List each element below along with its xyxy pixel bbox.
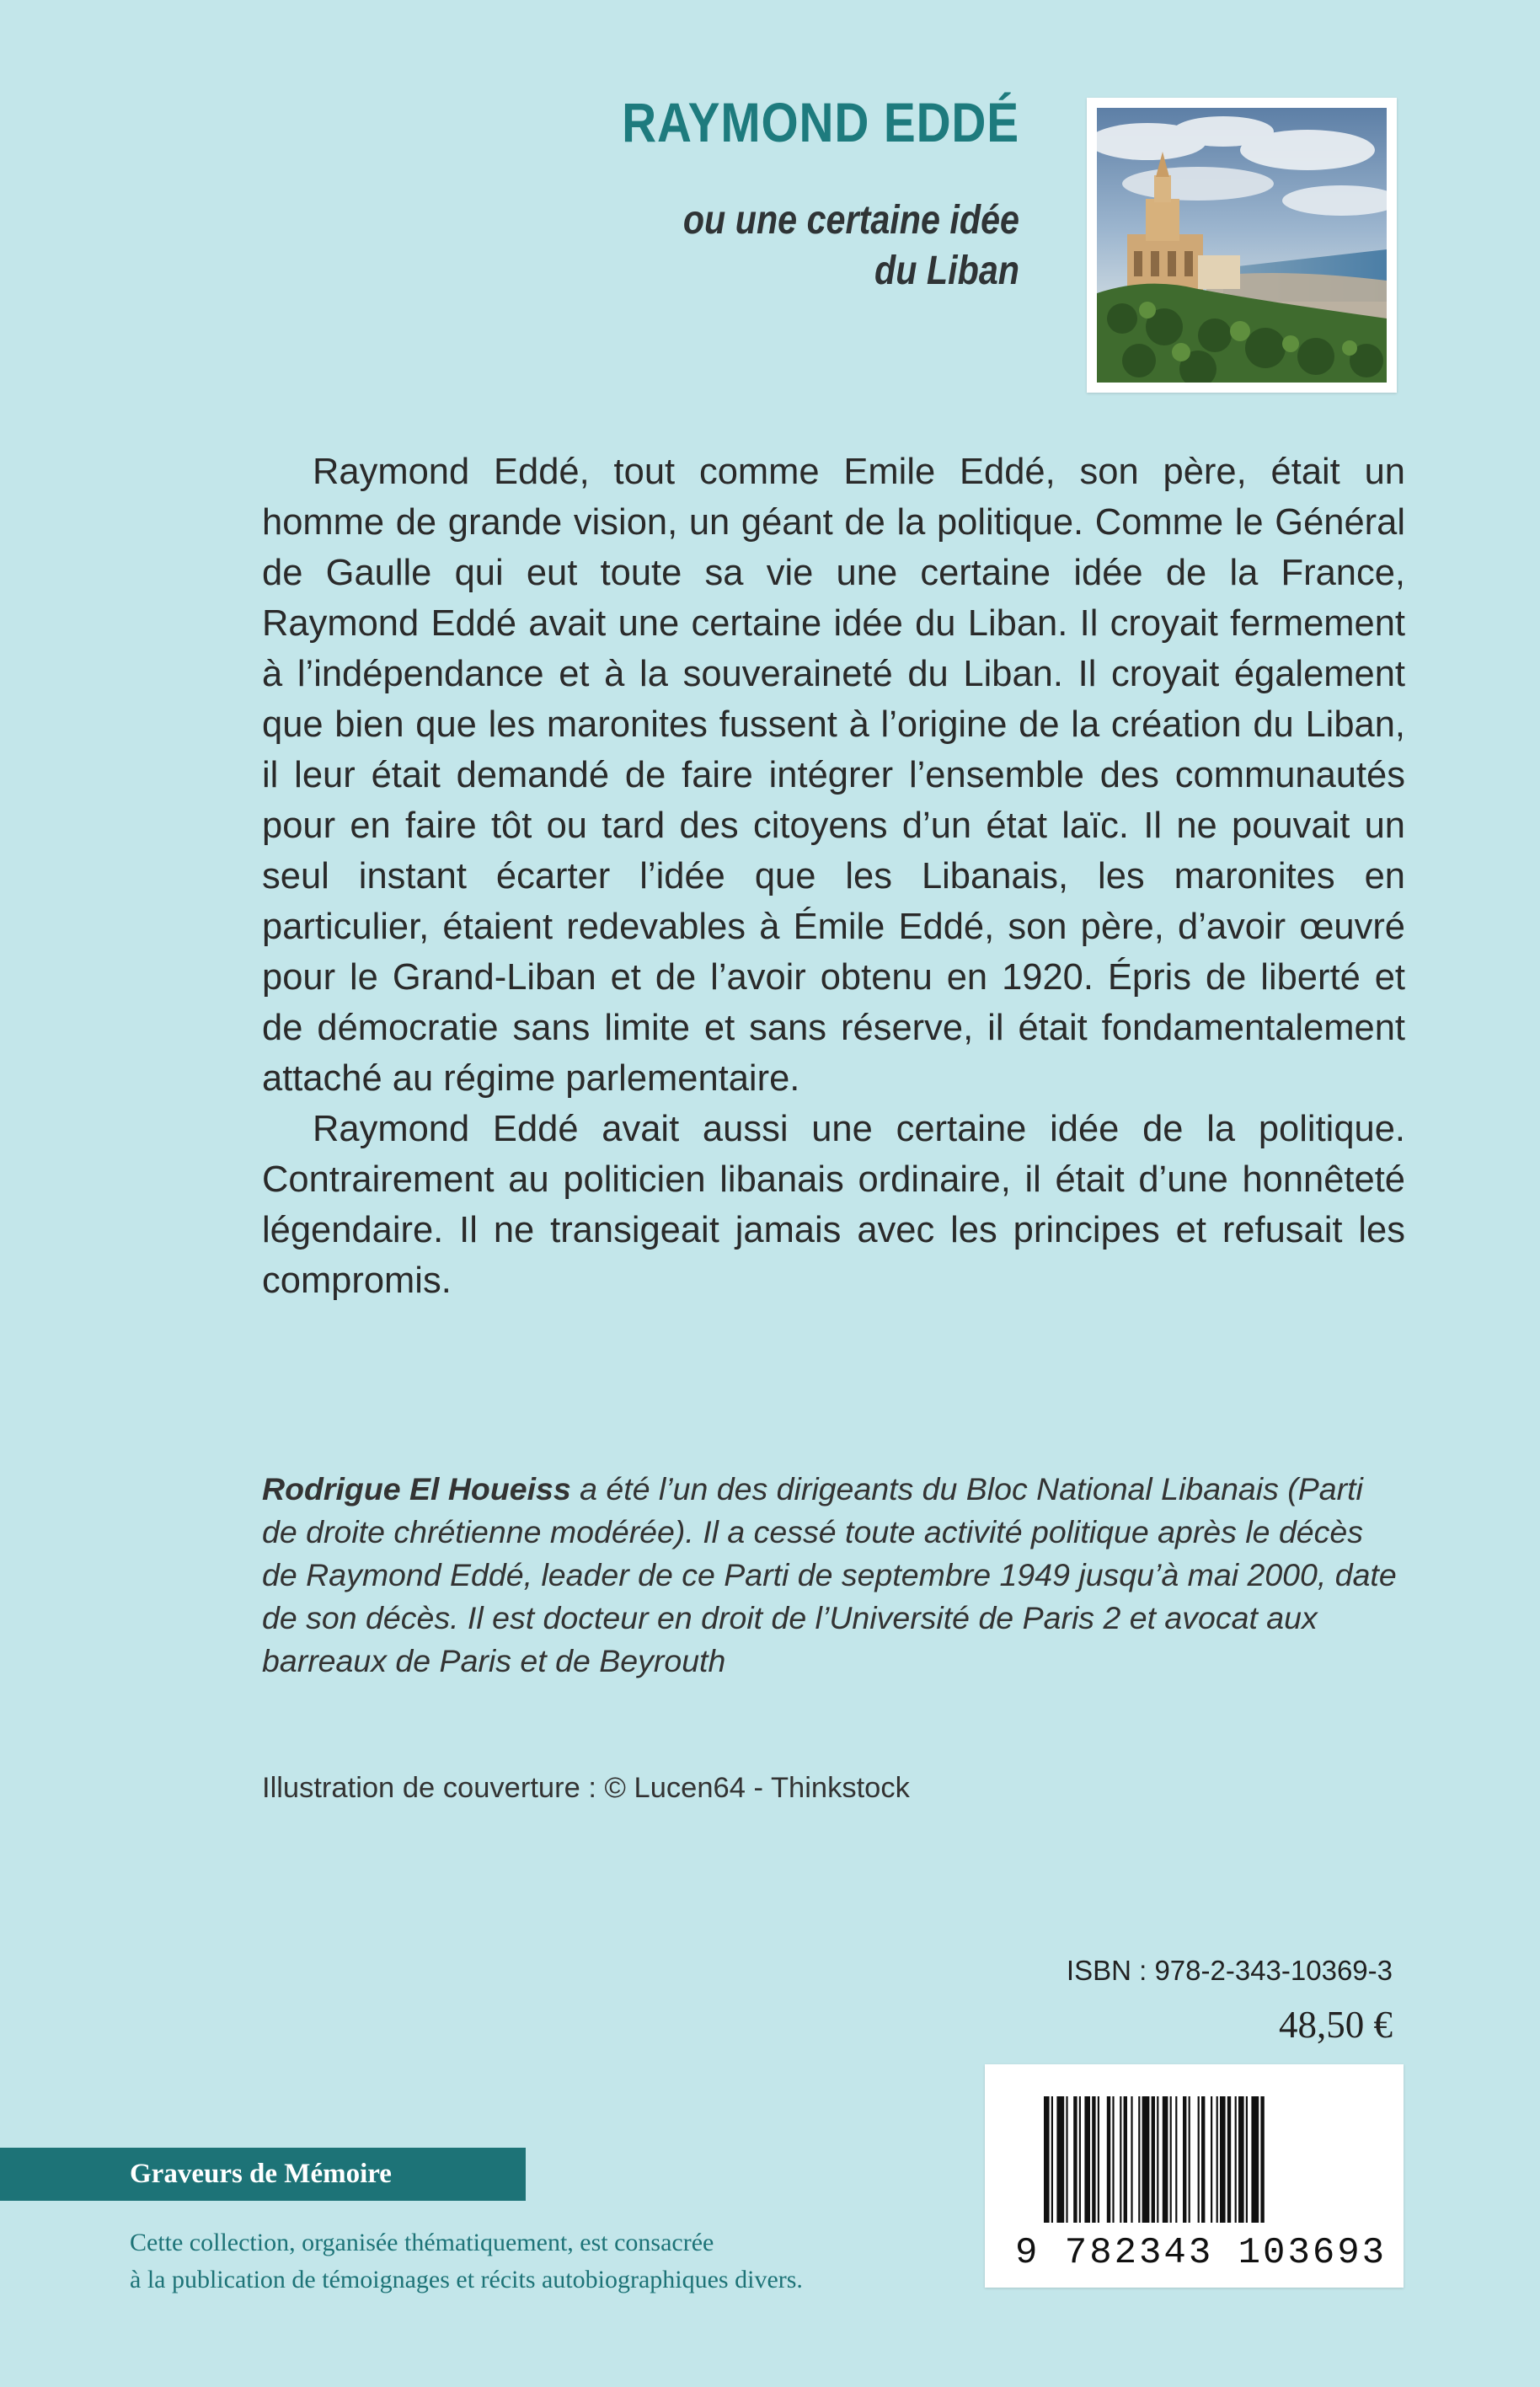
barcode-box: [985, 2064, 1404, 2288]
barcode-bar: [1175, 2096, 1177, 2223]
barcode-bar: [1084, 2096, 1090, 2223]
barcode-bar: [1189, 2096, 1190, 2223]
barcode-bar: [1131, 2096, 1132, 2223]
price: 48,50 €: [1279, 2004, 1393, 2046]
barcode-bar: [1107, 2096, 1110, 2223]
barcode-bar: [1227, 2096, 1231, 2223]
author-bio: [262, 1468, 1405, 1683]
barcode-bar: [1112, 2096, 1114, 2223]
subtitle-line-1: ou une certaine idée: [682, 198, 1019, 243]
barcode-bar: [1124, 2096, 1127, 2223]
subtitle-line-2: du Liban: [874, 249, 1019, 293]
barcode-bar: [1246, 2096, 1248, 2223]
collection-name: Graveurs de Mémoire: [130, 2159, 392, 2189]
barcode-bar: [1211, 2096, 1212, 2223]
church-on-hill-photo: [1097, 108, 1387, 383]
book-subtitle: [548, 195, 1019, 297]
barcode-bar: [1066, 2096, 1067, 2223]
barcode-bar: [1260, 2096, 1264, 2223]
barcode-bar: [1157, 2096, 1158, 2223]
barcode-bar: [1163, 2096, 1168, 2223]
collection-description: [130, 2224, 888, 2299]
barcode-bar: [1073, 2096, 1077, 2223]
summary-text: [262, 447, 1405, 1306]
collection-desc-line-2: à la publication de témoignages et récits autobiographiques divers.: [130, 2266, 803, 2293]
barcode-bar: [1220, 2096, 1226, 2223]
summary-paragraph-2: Raymond Eddé avait aussi une certaine idée de la politique. Contrairement au politicien libanais ordinaire, il était d’une honnêteté légendaire. Il ne transigeait jamais avec les principes et refusait les compromis.: [262, 1109, 1405, 1301]
barcode-bar: [1056, 2096, 1064, 2223]
barcode-bar: [1170, 2096, 1172, 2223]
isbn: ISBN : 978-2-343-10369-3: [1066, 1955, 1393, 1986]
barcode-bar: [1138, 2096, 1140, 2223]
barcode-bar: [1183, 2096, 1186, 2223]
barcode-bar: [1152, 2096, 1155, 2223]
barcode-bar: [1216, 2096, 1218, 2223]
barcode-digits: 9 782343 103693: [1015, 2232, 1388, 2274]
barcode-bar: [1044, 2096, 1050, 2223]
summary-paragraph-1: Raymond Eddé, tout comme Emile Eddé, son père, était un homme de grande vision, un géant de la politique. Comme le Général de Gaulle qui eut toute sa vie une certaine idée de la France, Raymond Eddé avait une certaine idée du Liban. Il croyait fermement à l’indépendance et à la souveraineté du Liban. Il croyait également que bien que les maronites fussent à l’origine de la création du Liban, il leur était demandé de faire intégrer l’ensemble des communautés pour en faire tôt ou tard des citoyens d’un état laïc. Il ne pouvait un seul instant écarter l’idée que les Libanais, les maronites en particulier, étaient redevables à Émile Eddé, son père, d’avoir œuvré pour le Grand-Liban et de l’avoir obtenu en 1920. Épris de liberté et de démocratie sans limite et sans réserve, il était fondamentalement attaché au régime parlementaire.: [262, 452, 1405, 1099]
barcode-icon: [1044, 2096, 1347, 2231]
barcode-bar: [1092, 2096, 1095, 2223]
book-title: RAYMOND EDDÉ: [622, 91, 1019, 153]
barcode-bar: [1198, 2096, 1200, 2223]
barcode-bar: [1251, 2096, 1259, 2223]
barcode-bar: [1120, 2096, 1121, 2223]
barcode-bar: [1098, 2096, 1099, 2223]
barcode-bar: [1142, 2096, 1150, 2223]
author-bio-text: a été l’un des dirigeants du Bloc National Libanais (Parti de droite chrétienne modérée). Il a cessé toute activité politique après le décès de Raymond Eddé, leader de ce Parti de septembre 1949 jusqu’à mai 2000, date de son décès. Il est docteur en droit de l’Université de Paris 2 et avocat aux barreaux de Paris et de Beyrouth: [262, 1471, 1397, 1678]
barcode-bar: [1079, 2096, 1081, 2223]
barcode-bar: [1235, 2096, 1237, 2223]
barcode-bar: [1238, 2096, 1244, 2223]
barcode-bar: [1051, 2096, 1053, 2223]
author-name: Rodrigue El Houeiss: [262, 1471, 571, 1507]
barcode-bar: [1201, 2096, 1205, 2223]
collection-desc-line-1: Cette collection, organisée thématiquement, est consacrée: [130, 2229, 714, 2256]
cover-photo: [1087, 98, 1397, 393]
illustration-credit: Illustration de couverture : © Lucen64 - Thinkstock: [262, 1772, 910, 1804]
